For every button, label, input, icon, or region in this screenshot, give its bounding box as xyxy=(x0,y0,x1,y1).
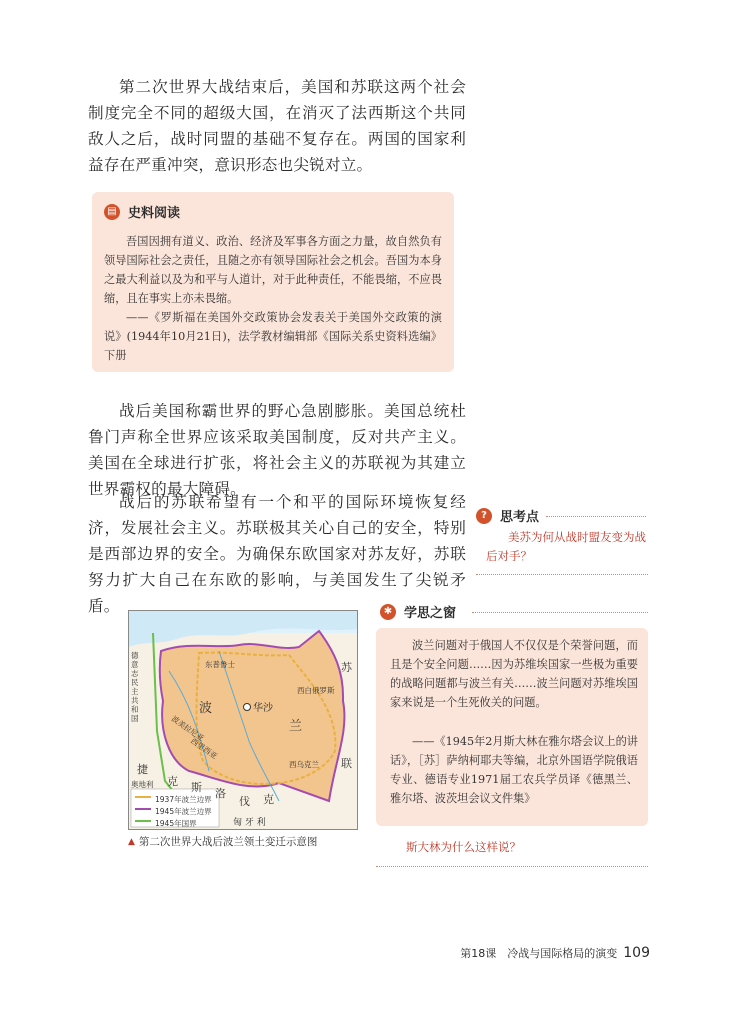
legend-label-1945: 1945年波兰边界 xyxy=(155,807,212,816)
history-reading-source: ——《罗斯福在美国外交政策协会发表关于美国外交政策的演说》(1944年10月21日)，法学教材编辑部《国际关系史资料选编》下册 xyxy=(104,311,442,362)
history-reading-box xyxy=(92,192,454,372)
study-window-box xyxy=(376,628,648,826)
map-label-soviet-2: 联 xyxy=(341,757,352,770)
study-window-text: 波兰问题对于俄国人不仅仅是个荣誉问题，而且是个安全问题……因为苏维埃国家一些极为重要的战略问题都与波兰有关……波兰问题对苏维埃国家来说是一个生死攸关的问题。 xyxy=(390,639,638,709)
map-label-poland-1: 波 xyxy=(199,701,213,716)
study-window-question: 斯大林为什么这样说？ xyxy=(406,840,521,854)
legend-label-national: 1945年国界 xyxy=(155,819,197,828)
map-caption-text: 第二次世界大战后波兰领土变迁示意图 xyxy=(138,836,318,848)
study-window-title: 学思之窗 xyxy=(404,606,457,621)
triangle-icon: ▲ xyxy=(128,836,135,847)
lesson-title: 第18课 冷战与国际格局的演变 xyxy=(460,947,618,960)
paragraph-3: 战后的苏联希望有一个和平的国际环境恢复经济，发展社会主义。苏联极其关心自己的安全，特别是西部边界的安全。为确保东欧国家对苏友好，苏联努力扩大自己在东欧的影响，与美国发生了尖锐矛盾。 xyxy=(88,493,466,615)
map-label-ukraine: 西乌克兰 xyxy=(289,760,319,769)
map-label-czech-3: 斯 xyxy=(191,781,202,794)
map-label-soviet-1: 苏 xyxy=(341,661,352,674)
map-label-czech-2: 克 xyxy=(167,775,178,788)
study-window xyxy=(376,600,648,870)
map-label-czech-1: 捷 xyxy=(137,763,148,776)
think-point xyxy=(476,506,648,578)
paragraph-2: 战后美国称霸世界的野心急剧膨胀。美国总统杜鲁门声称全世界应该采取美国制度，反对共产主义。美国在全球进行扩张，将社会主义的苏联视为其建立世界霸权的最大障碍。 xyxy=(88,402,466,498)
history-reading-header xyxy=(104,202,180,221)
divider xyxy=(476,574,648,575)
divider xyxy=(546,516,646,517)
think-point-header xyxy=(476,506,539,525)
map-label-czech-5: 伐 xyxy=(239,795,250,808)
map-label-silesia: 西里西亚 xyxy=(189,736,219,761)
page-number: 109 xyxy=(623,945,650,961)
map-label-czech-6: 克 xyxy=(263,793,274,806)
history-reading-title: 史料阅读 xyxy=(128,206,181,221)
study-window-header xyxy=(380,602,456,621)
map-caption xyxy=(128,834,317,849)
map-label-pomerania: 波美拉尼亚 xyxy=(169,714,206,743)
map-label-hungary: 匈 牙 利 xyxy=(233,818,266,828)
map-label-belarus: 西白俄罗斯 xyxy=(297,686,335,695)
divider xyxy=(376,866,648,867)
study-window-source: ——《1945年2月斯大林在雅尔塔会议上的讲话》，［苏］萨纳柯耶夫等编，北京外国语学院俄语专业、德语专业1971届工农兵学员译《德黑兰、雅尔塔、波茨坦会议文件集》 xyxy=(390,735,638,805)
map-label-czech-4: 洛 xyxy=(215,787,226,800)
think-point-question: 美苏为何从战时盟友变为战后对手？ xyxy=(486,530,646,563)
poland-map xyxy=(128,610,358,830)
map-label-east-prussia: 东普鲁士 xyxy=(205,660,235,669)
map-label-germany: 德意志民主共和国 xyxy=(131,651,139,723)
map-label-austria: 奥地利 xyxy=(131,780,154,789)
divider xyxy=(472,612,648,613)
book-icon: ▤ xyxy=(104,204,120,220)
gear-icon: ✱ xyxy=(380,604,396,620)
history-reading-text: 吾国因拥有道义、政治、经济及军事各方面之力量，故自然负有领导国际社会之责任，且随之亦有领导国际社会之机会。吾国为本身之最大利益以及为和平与人道计，对于此种责任，不能畏缩，不应畏缩，且在事实上亦未畏缩。 xyxy=(104,235,442,305)
think-point-title: 思考点 xyxy=(500,510,540,525)
warsaw-marker xyxy=(244,704,251,711)
question-icon: ? xyxy=(476,508,492,524)
page-footer xyxy=(460,945,650,961)
map-label-warsaw: 华沙 xyxy=(253,703,273,714)
legend-label-1937: 1937年波兰边界 xyxy=(155,795,212,804)
paragraph-1: 第二次世界大战结束后，美国和苏联这两个社会制度完全不同的超级大国，在消灭了法西斯这个共同敌人之后，战时同盟的基础不复存在。两国的国家利益存在严重冲突，意识形态也尖锐对立。 xyxy=(88,78,466,174)
map-label-poland-2: 兰 xyxy=(289,719,303,734)
